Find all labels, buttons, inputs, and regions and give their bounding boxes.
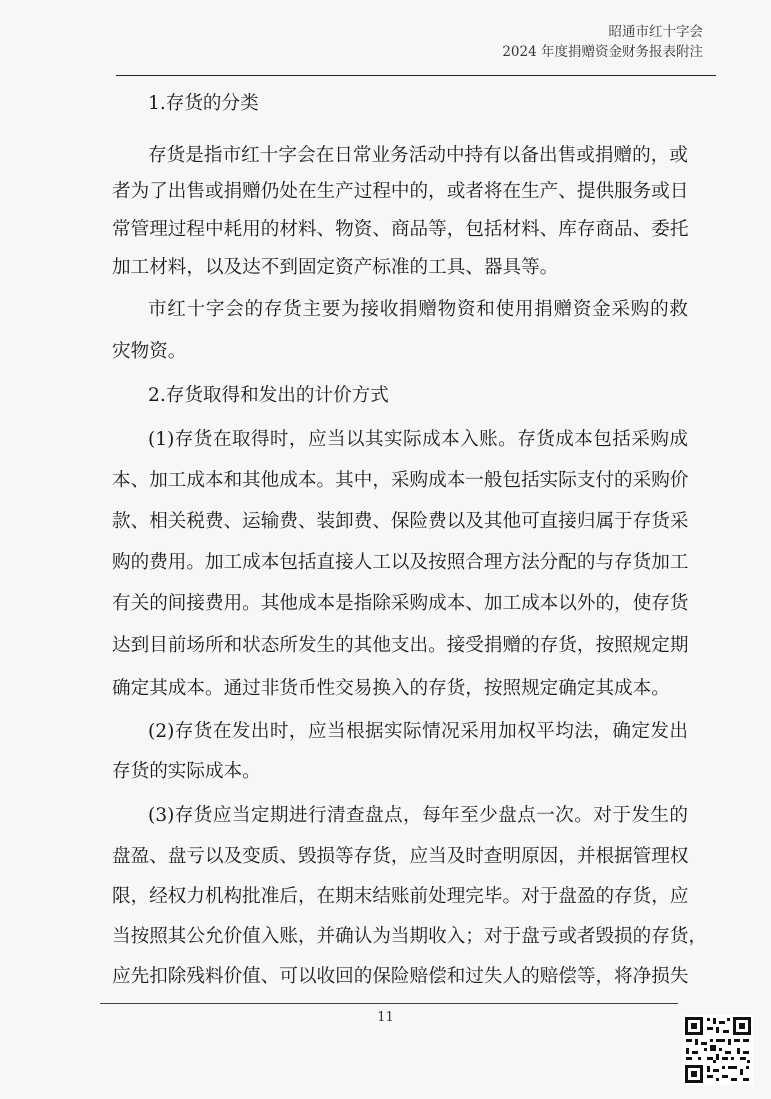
paragraph-line: 者为了出售或捐赠仍处在生产过程中的，或者将在生产、提供服务或日: [112, 181, 689, 202]
paragraph-line: 盘盈、盘亏以及变质、毁损等存货，应当及时查明原因，并根据管理权: [112, 846, 689, 867]
paragraph-line: 应先扣除残料价值、可以收回的保险赔偿和过失人的赔偿等，将净损失: [112, 966, 689, 987]
paragraph-line: 常管理过程中耗用的材料、物资、商品等，包括材料、库存商品、委托: [112, 219, 689, 240]
section-heading-1: 1.存货的分类: [148, 93, 259, 114]
paragraph-line: (3)存货应当定期进行清查盘点，每年至少盘点一次。对于发生的: [148, 805, 688, 826]
paragraph-line: 存货是指市红十字会在日常业务活动中持有以备出售或捐赠的，或: [148, 145, 688, 166]
paragraph-line: 达到目前场所和状态所发生的其他支出。接受捐赠的存货，按照规定期: [112, 635, 689, 656]
header-org: 昭通市红十字会: [608, 24, 703, 40]
paragraph-line: 加工材料，以及达不到固定资产标准的工具、器具等。: [112, 257, 559, 278]
page-header: [502, 22, 703, 62]
section-heading-2: 2.存货取得和发出的计价方式: [148, 385, 389, 406]
paragraph-line: (1)存货在取得时，应当以其实际成本入账。存货成本包括采购成: [148, 429, 688, 450]
paragraph-line: 本、加工成本和其他成本。其中，采购成本一般包括实际支付的采购价: [112, 470, 689, 491]
paragraph-line: 有关的间接费用。其他成本是指除采购成本、加工成本以外的，使存货: [112, 593, 689, 614]
paragraph-line: 灾物资。: [112, 341, 187, 362]
paragraph-line: 限，经权力机构批准后，在期末结账前处理完毕。对于盘盈的存货，应: [112, 886, 689, 907]
footer-rule: [100, 1003, 678, 1004]
paragraph-line: 当按照其公允价值入账，并确认为当期收入；对于盘亏或者毁损的存货，: [112, 926, 708, 947]
paragraph-line: 存货的实际成本。: [112, 761, 261, 782]
paragraph-line: 款、相关税费、运输费、装卸费、保险费以及其他可直接归属于存货采: [112, 511, 689, 532]
qr-code-icon: [683, 1015, 753, 1085]
header-doc-title: 2024 年度捐赠资金财务报表附注: [502, 44, 703, 60]
paragraph-line: (2)存货在发出时，应当根据实际情况采用加权平均法，确定发出: [148, 721, 688, 742]
paragraph-line: 购的费用。加工成本包括直接人工以及按照合理方法分配的与存货加工: [112, 552, 689, 573]
header-rule: [116, 75, 716, 76]
page-number: 11: [377, 1010, 394, 1025]
paragraph-line: 确定其成本。通过非货币性交易换入的存货，按照规定确定其成本。: [112, 678, 670, 699]
paragraph-line: 市红十字会的存货主要为接收捐赠物资和使用捐赠资金采购的救: [148, 299, 688, 320]
